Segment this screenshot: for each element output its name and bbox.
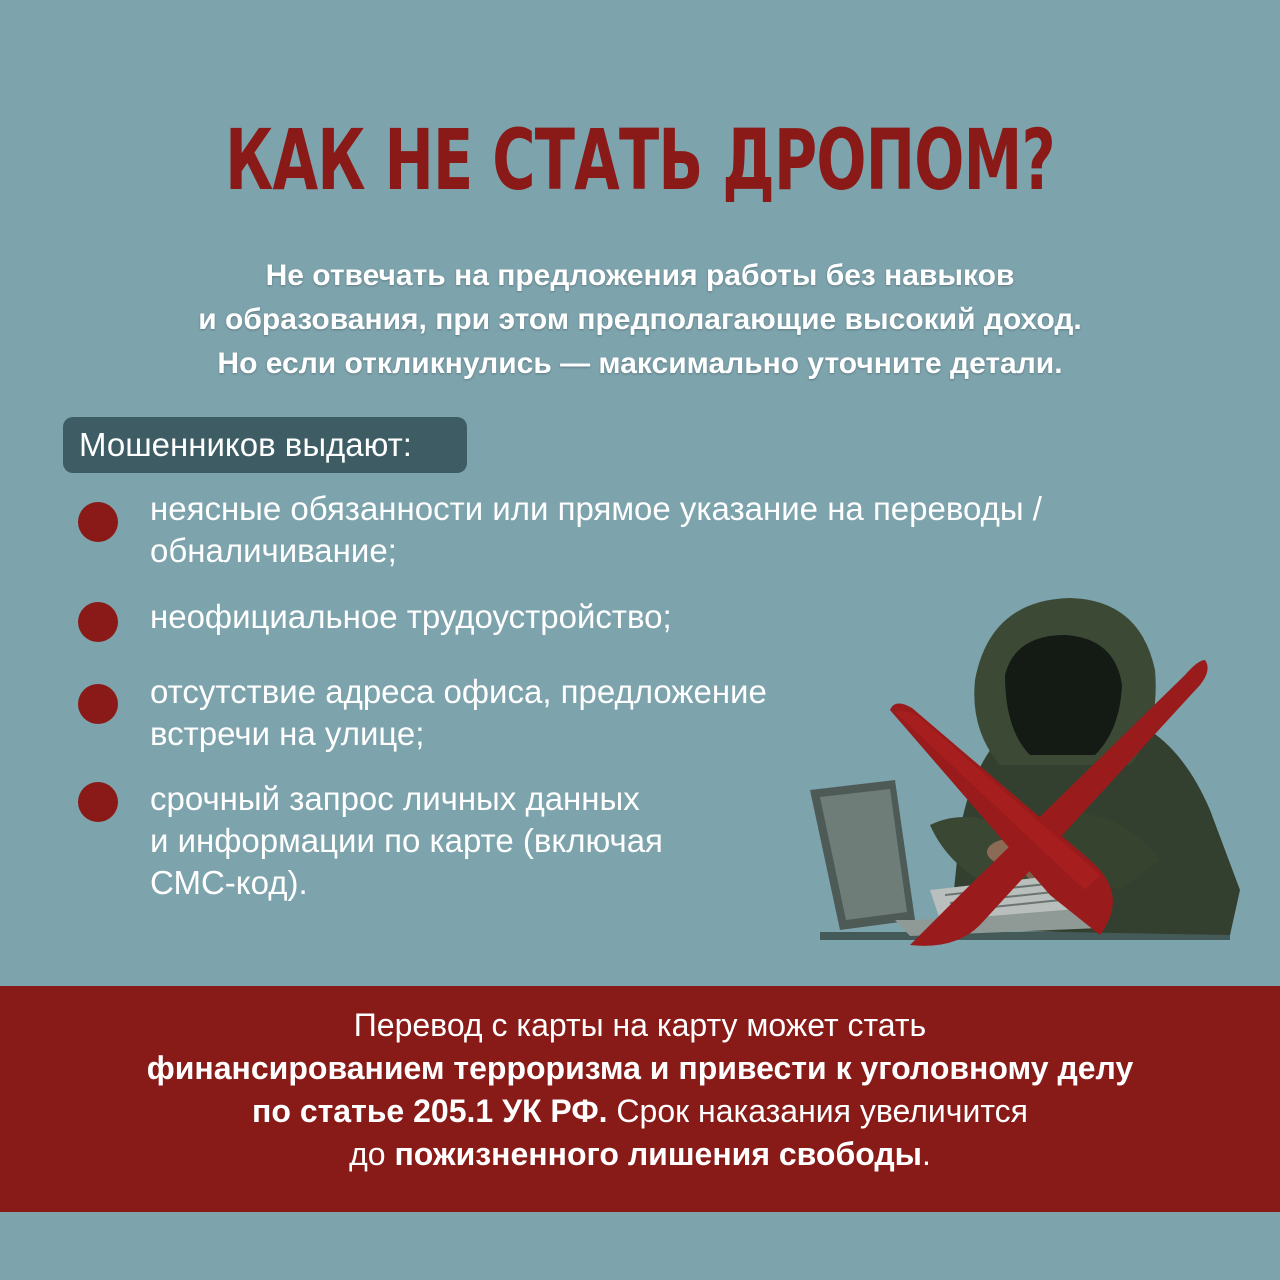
signs-badge: Мошенников выдают: [63,417,467,473]
banner-line [0,1090,1280,1133]
banner-line [0,1133,1280,1176]
banner-text: до [349,1136,395,1172]
red-dot-icon [78,502,118,542]
banner-text: Срок наказания увеличится [607,1093,1028,1129]
item-line: срочный запрос личных данных [150,780,640,817]
banner-bold: финансированием терроризма и привести к уголовному делу [146,1050,1134,1086]
banner-line [0,1047,1280,1090]
item-line: неофициальное трудоустройство; [150,598,672,635]
red-dot-icon [78,602,118,642]
page-title: КАК НЕ СТАТЬ ДРОПОМ? [225,111,1055,209]
red-dot-icon [78,684,118,724]
banner-text: . [922,1136,931,1172]
banner-line: Перевод с карты на карту может стать [353,1007,927,1043]
banner-bold: по статье 205.1 УК РФ. [252,1093,608,1129]
intro-line: Не отвечать на предложения работы без навыков [265,259,1015,292]
item-line: отсутствие адреса офиса, предложение [150,673,767,710]
intro-text [0,254,1280,386]
item-line: встречи на улице; [150,715,425,752]
hooded-hacker-crossed-out-icon [800,590,1260,950]
intro-line: Но если откликнулись — максимально уточните детали. [217,347,1063,380]
red-dot-icon [78,782,118,822]
warning-banner [0,986,1280,1212]
item-line: и информации по карте (включая [150,822,663,859]
banner-bold: пожизненного лишения свободы [394,1136,922,1172]
item-line: обналичивание; [150,532,397,569]
intro-line: и образования, при этом предполагающие высокий доход. [198,303,1082,336]
item-line: СМС-код). [150,864,308,901]
item-line: неясные обязанности или прямое указание на переводы / [150,490,1042,527]
